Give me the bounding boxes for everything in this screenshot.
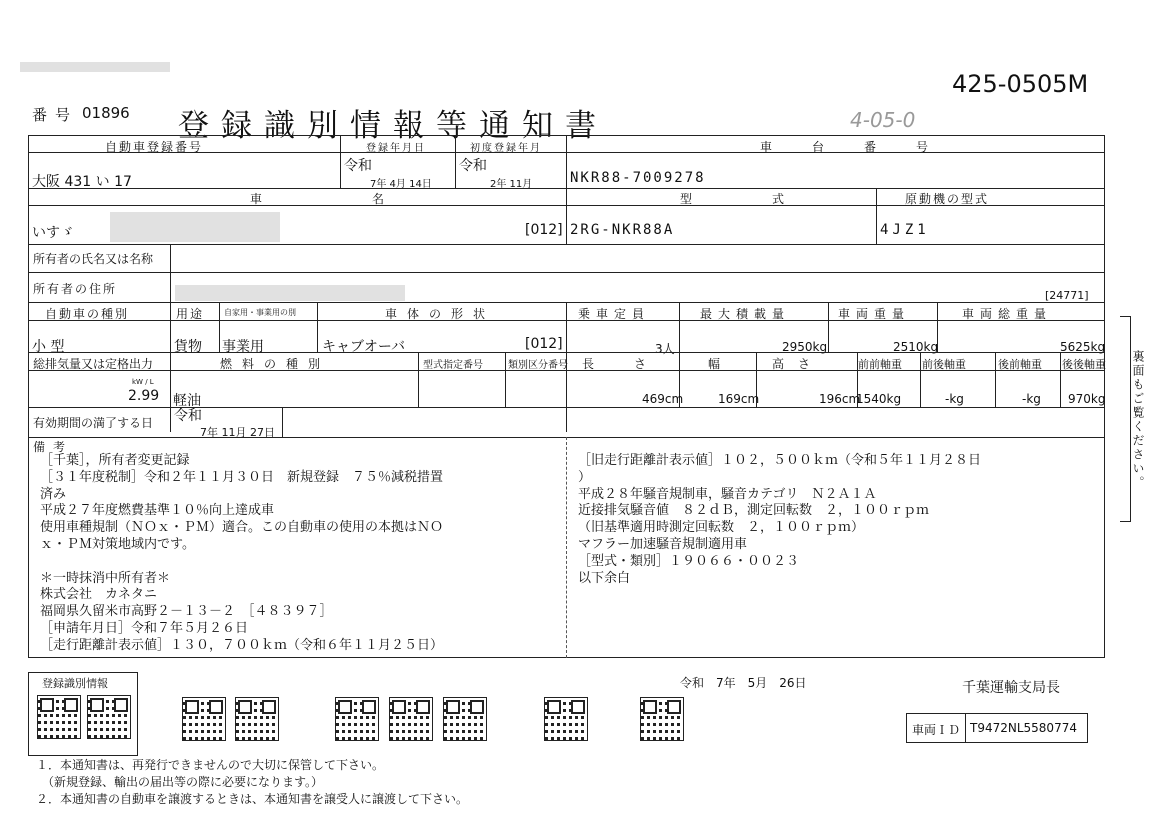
header-rf-axle: 後前軸重 [998, 358, 1042, 371]
remarks-left-line: ｘ・ＰＭ対策地域内です。 [40, 536, 195, 552]
use-value: 貨物 [174, 339, 202, 355]
redacted-header [20, 62, 170, 72]
header-category-number: 類別区分番号 [508, 360, 568, 371]
car-name-code: [012] [525, 222, 563, 238]
capacity-value: 3人 [655, 342, 675, 356]
footer-note-line: ２．本通知書の自動車を譲渡するときは、本通知書を譲受人に譲渡して下さい。 [36, 792, 469, 806]
vehicle-id-value: T9472NL5580774 [970, 721, 1077, 735]
redacted-car-name [110, 212, 280, 242]
reg-date-value: 7年 4月 14日 [370, 179, 432, 190]
gross-weight-value: 5625kg [1060, 340, 1106, 354]
header-ff-axle: 前前軸重 [858, 358, 902, 371]
qr-code-5 [335, 697, 379, 741]
header-width: 幅 [708, 357, 723, 371]
header-displacement: 総排気量又は定格出力 [33, 357, 154, 371]
header-reg-date: 登録年月日 [366, 143, 426, 154]
qr-code-9 [640, 697, 684, 741]
number-value: 01896 [82, 104, 130, 122]
header-capacity: 乗車定員 [578, 307, 651, 321]
remarks-right-line: ［型式・類別］１９０６６・００２３ [578, 553, 800, 569]
car-name-value: いすゞ [32, 225, 74, 241]
rr-axle-value: 970kg [1068, 392, 1106, 406]
header-private-business: 自家用・事業用の別 [224, 308, 296, 317]
header-vehicle-weight: 車両重量 [838, 307, 911, 321]
remarks-left-line: 株式会社 カネタニ [40, 587, 158, 603]
remarks-left-line: ［千葉］，所有者変更記録 [40, 453, 190, 468]
length-value: 469cm [642, 392, 684, 406]
remarks-left-line: 福岡県久留米市高野２－１３－２ ［４８３９７］ [40, 604, 333, 620]
footer-note-line: １．本通知書は、再発行できませんので大切に保管して下さい。 [36, 758, 385, 772]
remarks-left-line: ＊一時抹消中所有者＊ [40, 570, 171, 586]
document-title: 登録識別情報等通知書 [178, 108, 608, 144]
header-expiry: 有効期間の満了する日 [33, 416, 154, 430]
car-type-value: 小 型 [32, 339, 65, 355]
fr-axle-value: -kg [945, 392, 964, 406]
qr-label: 登録識別情報 [42, 677, 108, 690]
qr-code-7 [443, 697, 487, 741]
document-code: 425-0505M [952, 70, 1089, 98]
body-shape-value: キャブオーバ [322, 339, 406, 355]
header-use: 用途 [176, 307, 205, 321]
first-reg-era: 令和 [459, 158, 487, 174]
number-label: 番号 [32, 106, 79, 124]
remarks-right [578, 453, 981, 587]
remarks-left-line: ［申請年月日］令和７年５月２６日 [40, 620, 249, 636]
header-gross-weight: 車両総重量 [962, 307, 1053, 321]
header-rr-axle: 後後軸重 [1062, 358, 1106, 371]
qr-code-4 [235, 697, 279, 741]
footer-notes [36, 757, 468, 808]
header-height: 高さ [772, 357, 825, 371]
header-owner-name: 所有者の氏名又は名称 [33, 252, 154, 266]
header-body-shape: 車体の形状 [385, 307, 496, 321]
address-code: [24771] [1045, 289, 1089, 302]
rf-axle-value: -kg [1022, 392, 1041, 406]
expiry-era: 令和 [174, 408, 202, 424]
header-max-load: 最大積載量 [700, 307, 791, 321]
remarks-left-line: 使用車種規制（ＮＯｘ・ＰＭ）適合。この自動車の使用の本拠はＮＯ [40, 520, 444, 536]
qr-code-8 [544, 697, 588, 741]
vehicle-id-label: 車両ＩＤ [912, 723, 961, 737]
footer-note-line: （新規登録、輸出の届出等の際に必要になります。） [36, 775, 324, 789]
header-chassis: 車台番号 [760, 140, 969, 154]
qr-code-3 [182, 697, 226, 741]
issuer: 千葉運輸支局長 [962, 680, 1060, 696]
remarks-right-line: マフラー加速騒音規制適用車 [578, 536, 748, 552]
qr-code-2 [87, 695, 131, 739]
remarks-right-line: 近接排気騒音値 ８２ｄＢ，測定回転数 ２，１００ｒｐｍ [578, 503, 930, 519]
private-business-value: 事業用 [222, 339, 264, 355]
remarks-right-line: ［旧走行距離計表示値］１０２，５００ｋｍ（令和５年１１月２８日 [578, 453, 982, 468]
header-length: 長さ [582, 357, 687, 371]
qr-code-6 [389, 697, 433, 741]
fuel-value: 軽油 [173, 393, 201, 409]
reg-era: 令和 [344, 158, 372, 174]
side-note: 裏面もご覧ください。 [1131, 350, 1145, 490]
displacement-value: 2.99 [128, 388, 160, 404]
remarks-right-line: （旧基準適用時測定回転数 ２，１００ｒｐｍ） [578, 520, 865, 536]
redacted-owner [175, 285, 405, 301]
header-car-type: 自動車の種別 [45, 307, 130, 321]
first-reg-value: 2年 11月 [490, 179, 533, 190]
header-engine-model: 原動機の型式 [905, 192, 990, 206]
header-model: 型式 [680, 192, 865, 206]
model-value: 2RG-NKR88A [570, 222, 675, 238]
remarks-right-line: 平成２８年騒音規制車，騒音カテゴリ Ｎ２Ａ１Ａ [578, 486, 877, 502]
handwritten-note: 4-05-0 [850, 108, 916, 132]
issue-date: 令和 7年 5月 26日 [680, 676, 807, 690]
remarks-left-line: 済み [40, 486, 67, 502]
remarks-right-line: 以下余白 [578, 570, 631, 586]
body-code: [012] [525, 336, 563, 352]
header-remarks: 備考 [33, 440, 74, 454]
remarks-left-line: ［走行距離計表示値］１３０，７００ｋｍ（令和６年１１月２５日） [40, 637, 444, 653]
header-owner-address: 所有者の住所 [33, 282, 118, 296]
width-value: 169cm [718, 392, 760, 406]
remarks-right-line: ） [578, 469, 592, 485]
qr-code-1 [37, 695, 81, 739]
engine-model-value: 4JZ1 [880, 222, 930, 238]
height-value: 196cm [819, 392, 861, 406]
header-reg-number: 自動車登録番号 [105, 140, 204, 154]
remarks-left-line [40, 554, 443, 571]
ff-axle-value: 1540kg [856, 392, 902, 406]
header-car-name: 車名 [250, 192, 495, 206]
remarks-left [40, 453, 443, 655]
header-fuel: 燃料の種別 [220, 357, 331, 371]
displacement-unit: kW / L [132, 378, 154, 386]
remarks-left-line: 平成２７年度燃費基準１０％向上達成車 [40, 503, 275, 519]
reg-number-value: 大阪 431 い 17 [32, 174, 132, 190]
chassis-value: NKR88-7009278 [570, 170, 706, 186]
header-first-reg: 初度登録年月 [470, 143, 542, 154]
remarks-left-line: ［３１年度税制］令和２年１１月３０日 新規登録 ７５％減税措置 [40, 469, 444, 485]
header-fr-axle: 前後軸重 [922, 358, 966, 371]
vehicle-weight-value: 2510kg [893, 340, 939, 354]
max-load-value: 2950kg [782, 340, 828, 354]
header-type-designation: 型式指定番号 [423, 360, 483, 371]
expiry-date: 7年 11月 27日 [200, 426, 275, 439]
